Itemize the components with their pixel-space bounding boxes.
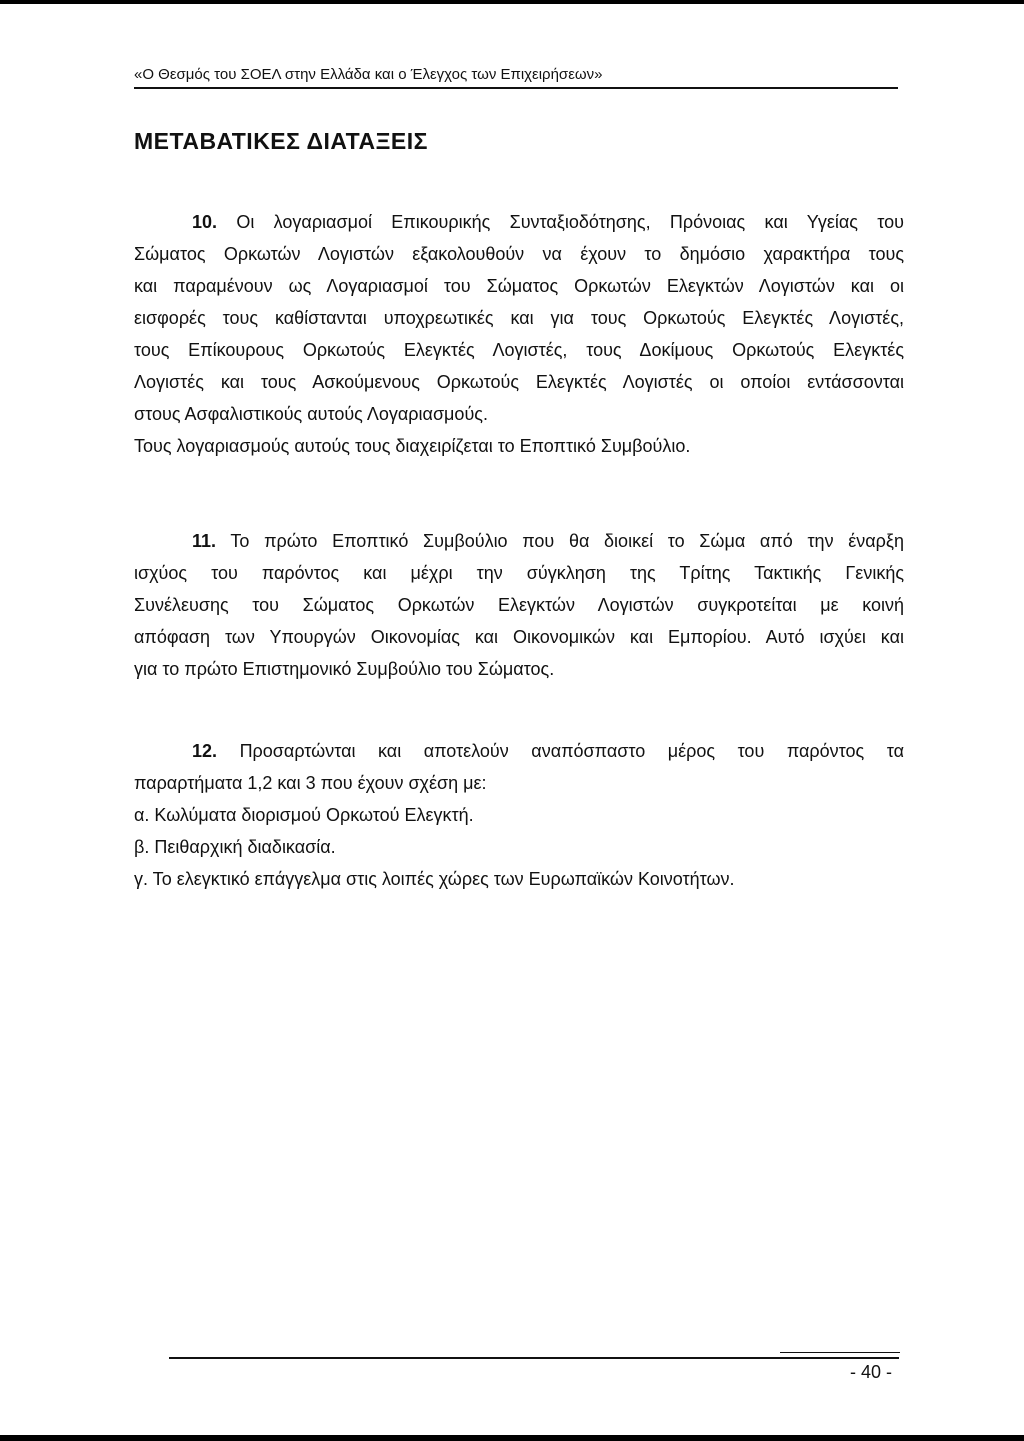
paragraph-10-line-7: στους Ασφαλιστικούς αυτούς Λογαριασμούς. [134,404,488,424]
paragraph-10-line-4: εισφορές τους καθίστανται υποχρεωτικές και για τους Ορκωτούς Ελεγκτές Λογιστές, [134,308,904,328]
section-title: ΜΕΤΑΒΑΤΙΚΕΣ ΔΙΑΤΑΞΕΙΣ [134,128,428,154]
paragraph-10-line-3: και παραμένουν ως Λογαριασμοί του Σώματος Ορκωτών Ελεγκτών Λογιστών και οι [134,276,904,296]
paragraph-11-line-2: ισχύος του παρόντος και μέχρι την σύγκληση της Τρίτης Τακτικής Γενικής [134,563,904,583]
paragraph-10-line-1: 10. Οι λογαριασμοί Επικουρικής Συνταξιοδότησης, Πρόνοιας και Υγείας του [192,212,904,232]
list-item-b: β. Πειθαρχική διαδικασία. [134,837,336,857]
paragraph-10-line-2: Σώματος Ορκωτών Λογιστών εξακολουθούν να έχουν το δημόσιο χαρακτήρα τους [134,244,904,264]
paragraph-12 [134,735,904,895]
page-top-border [0,0,1024,4]
list-item-c: γ. Το ελεγκτικό επάγγελμα στις λοιπές χώρες των Ευρωπαϊκών Κοινοτήτων. [134,869,735,889]
paragraph-12-line-2: παραρτήματα 1,2 και 3 που έχουν σχέση με: [134,773,487,793]
paragraph-12-line-1: 12. Προσαρτώνται και αποτελούν αναπόσπαστο μέρος του παρόντος τα [192,741,904,761]
paragraph-12-number: 12. [192,741,218,761]
page-number: - 40 - [850,1362,893,1382]
page-bottom-border [0,1435,1024,1441]
paragraph-11 [134,525,904,685]
footer-rule-short [780,1352,900,1353]
paragraph-11-line-1: 11. Το πρώτο Εποπτικό Συμβούλιο που θα διοικεί το Σώμα από την έναρξη [192,531,904,551]
header-rule [134,87,898,89]
paragraph-10-number: 10. [192,212,218,232]
paragraph-10-line-8: Τους λογαριασμούς αυτούς τους διαχειρίζεται το Εποπτικό Συμβούλιο. [134,436,691,456]
paragraph-11-line-4: απόφαση των Υπουργών Οικονομίας και Οικονομικών και Εμπορίου. Αυτό ισχύει και [134,627,904,647]
running-header: «Ο Θεσμός του ΣΟΕΛ στην Ελλάδα και ο Έλεγχος των Επιχειρήσεων» [134,66,603,83]
footer-rule [169,1357,899,1359]
paragraph-10-line-6: Λογιστές και τους Ασκούμενους Ορκωτούς Ελεγκτές Λογιστές οι οποίοι εντάσσονται [134,372,904,392]
list-item-a: α. Κωλύματα διορισμού Ορκωτού Ελεγκτή. [134,805,474,825]
paragraph-11-number: 11. [192,531,217,551]
paragraph-11-line-3: Συνέλευσης του Σώματος Ορκωτών Ελεγκτών Λογιστών συγκροτείται με κοινή [134,595,904,615]
paragraph-10-line-5: τους Επίκουρους Ορκωτούς Ελεγκτές Λογιστές, τους Δοκίμους Ορκωτούς Ελεγκτές [134,340,904,360]
paragraph-11-line-5: για το πρώτο Επιστημονικό Συμβούλιο του Σώματος. [134,659,555,679]
paragraph-10 [134,206,904,462]
